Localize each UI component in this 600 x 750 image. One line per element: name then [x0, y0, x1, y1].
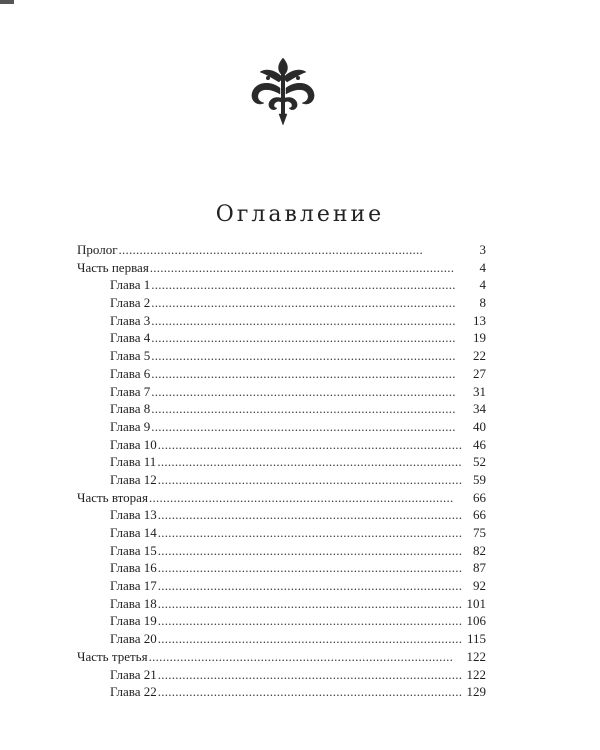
toc-page-number: 122	[466, 648, 486, 664]
toc-entry-label: Глава 10	[110, 436, 157, 452]
toc-entry-label: Глава 1	[110, 277, 151, 293]
toc-page-number: 129	[466, 684, 486, 700]
toc-dot-leader	[158, 630, 466, 648]
toc-dot-leader	[151, 347, 472, 365]
table-of-contents	[77, 241, 486, 701]
toc-page-number: 40	[473, 418, 486, 434]
toc-page-number: 8	[479, 295, 486, 311]
toc-dot-leader	[158, 577, 472, 595]
toc-chapter-row[interactable]	[77, 559, 486, 577]
toc-dot-leader	[151, 312, 472, 330]
toc-dot-leader	[158, 542, 472, 560]
toc-part-row[interactable]	[77, 259, 486, 277]
toc-page-number: 46	[473, 436, 486, 452]
toc-page-number: 52	[473, 454, 486, 470]
toc-dot-leader	[158, 595, 466, 613]
toc-page-number: 92	[473, 578, 486, 594]
toc-chapter-row[interactable]	[77, 347, 486, 365]
toc-page-number: 59	[473, 471, 486, 487]
toc-page-number: 75	[473, 525, 486, 540]
toc-entry-label: Глава 2	[110, 295, 151, 311]
toc-entry-label: Глава 21	[110, 666, 157, 682]
toc-chapter-row[interactable]	[77, 365, 486, 383]
toc-dot-leader	[158, 471, 472, 489]
toc-part-row[interactable]	[77, 648, 486, 666]
toc-page-number: 87	[473, 560, 486, 576]
toc-chapter-row[interactable]	[77, 612, 486, 630]
toc-chapter-row[interactable]	[77, 276, 486, 294]
scan-corner-mark	[0, 0, 14, 4]
page-title: Оглавление	[215, 202, 385, 227]
toc-page-number: 66	[473, 489, 486, 505]
toc-page-number: 27	[473, 365, 486, 381]
toc-dot-leader	[119, 241, 479, 259]
toc-entry-label: Глава 5	[110, 348, 151, 364]
toc-dot-leader	[158, 436, 472, 454]
toc-entry-label: Глава 20	[110, 631, 157, 647]
toc-chapter-row[interactable]	[77, 524, 486, 542]
toc-entry-label: Глава 17	[110, 578, 157, 594]
fleur-ornament-icon	[246, 56, 320, 126]
toc-page-number: 22	[473, 348, 486, 364]
toc-entry-label: Глава 6	[110, 365, 151, 381]
toc-dot-leader	[158, 683, 466, 701]
toc-dot-leader	[158, 612, 466, 630]
toc-page-number: 122	[466, 666, 486, 682]
toc-dot-leader	[149, 648, 466, 666]
toc-page-number: 31	[473, 383, 486, 399]
toc-entry-label: Глава 3	[110, 312, 151, 328]
toc-chapter-row[interactable]	[77, 595, 486, 613]
toc-page-number: 34	[473, 401, 486, 417]
toc-page-number: 19	[473, 330, 486, 346]
toc-dot-leader	[151, 418, 472, 436]
toc-chapter-row[interactable]	[77, 294, 486, 312]
toc-entry-label: Глава 13	[110, 507, 157, 523]
toc-entry-label: Глава 4	[110, 330, 151, 346]
toc-page-number: 115	[466, 631, 486, 647]
toc-part-row[interactable]	[77, 241, 486, 259]
toc-dot-leader	[158, 559, 472, 577]
toc-entry-label: Пролог	[77, 242, 118, 257]
toc-entry-label: Глава 8	[110, 401, 151, 417]
toc-chapter-row[interactable]	[77, 329, 486, 347]
toc-dot-leader	[150, 259, 479, 277]
toc-chapter-row[interactable]	[77, 542, 486, 560]
toc-page-number: 4	[479, 259, 486, 275]
toc-chapter-row[interactable]	[77, 383, 486, 401]
toc-part-row[interactable]	[77, 489, 486, 507]
toc-entry-label: Глава 16	[110, 560, 157, 576]
toc-dot-leader	[151, 294, 478, 312]
toc-chapter-row[interactable]	[77, 666, 486, 684]
toc-page-number: 101	[466, 595, 486, 611]
toc-chapter-row[interactable]	[77, 506, 486, 524]
toc-entry-label: Глава 12	[110, 471, 157, 487]
toc-entry-label: Глава 14	[110, 525, 157, 540]
toc-chapter-row[interactable]	[77, 453, 486, 471]
toc-dot-leader	[158, 524, 472, 542]
toc-dot-leader	[151, 329, 472, 347]
toc-entry-label: Часть первая	[77, 259, 149, 275]
toc-entry-label: Глава 11	[110, 454, 157, 470]
toc-page-number: 66	[473, 507, 486, 523]
toc-entry-label: Глава 22	[110, 684, 157, 700]
toc-dot-leader	[151, 365, 472, 383]
toc-entry-label: Глава 9	[110, 418, 151, 434]
toc-page-number: 3	[479, 242, 486, 257]
toc-chapter-row[interactable]	[77, 400, 486, 418]
toc-dot-leader	[149, 489, 472, 507]
toc-dot-leader	[158, 506, 472, 524]
toc-dot-leader	[151, 383, 472, 401]
toc-chapter-row[interactable]	[77, 312, 486, 330]
toc-chapter-row[interactable]	[77, 471, 486, 489]
toc-page-number: 82	[473, 542, 486, 558]
toc-page-number: 4	[479, 277, 486, 293]
toc-chapter-row[interactable]	[77, 577, 486, 595]
toc-dot-leader	[157, 453, 472, 471]
toc-entry-label: Глава 15	[110, 542, 157, 558]
toc-chapter-row[interactable]	[77, 630, 486, 648]
toc-dot-leader	[151, 276, 478, 294]
toc-entry-label: Глава 19	[110, 613, 157, 629]
toc-page-number: 13	[473, 312, 486, 328]
toc-entry-label: Часть вторая	[77, 489, 148, 505]
toc-chapter-row[interactable]	[77, 683, 486, 701]
toc-chapter-row[interactable]	[77, 418, 486, 436]
toc-entry-label: Глава 7	[110, 383, 151, 399]
toc-chapter-row[interactable]	[77, 436, 486, 454]
toc-entry-label: Часть третья	[77, 648, 148, 664]
toc-dot-leader	[151, 400, 472, 418]
toc-entry-label: Глава 18	[110, 595, 157, 611]
toc-dot-leader	[158, 666, 466, 684]
toc-page-number: 106	[466, 613, 486, 629]
